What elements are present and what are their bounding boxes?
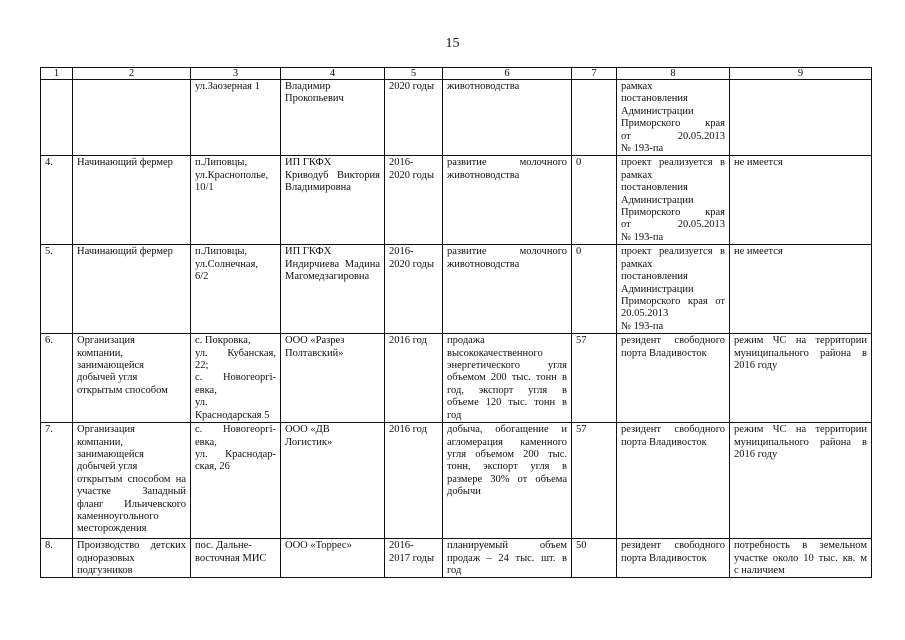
project-description-line: добыча, обогащение и: [447, 424, 567, 436]
project-address-line: ул.Заозерная 1: [195, 81, 260, 92]
project-address-line: евка,: [195, 436, 217, 448]
project-initiator-line: Полтавский»: [285, 347, 344, 359]
project-status-line: постановления: [621, 271, 688, 283]
project-name-line: открытым способом: [77, 384, 168, 396]
row-number-cell: [41, 245, 73, 334]
project-status-line: № 193-па: [621, 143, 664, 155]
row-number: 6.: [45, 335, 53, 347]
project-status-line: порта Владивосток: [621, 347, 707, 359]
project-description-cell: [443, 334, 572, 423]
row-number-cell: [41, 80, 73, 156]
row-number: 8.: [45, 540, 53, 552]
project-description-line: тонн, экспорт угля в: [447, 461, 567, 473]
project-name-line: Организация: [77, 335, 135, 347]
table-row: [41, 245, 872, 334]
project-address-cell: [191, 423, 281, 539]
project-status-line: резидент свободного: [621, 540, 725, 552]
project-needs-cell: [730, 245, 872, 334]
project-initiator-line: Индирчиева Мадина: [285, 258, 380, 270]
project-name-line: компании,: [77, 436, 124, 448]
project-name-line: добычей угля: [77, 372, 138, 384]
row-number-cell: [41, 539, 73, 578]
jobs-count-cell: [572, 423, 617, 539]
project-description-cell: [443, 245, 572, 334]
project-initiator-cell: [281, 80, 385, 156]
project-description-line: развитие молочного: [447, 246, 567, 258]
project-status-line: № 193-па: [621, 231, 664, 243]
project-initiator-cell: [281, 334, 385, 423]
project-description-line: год: [447, 409, 462, 421]
project-name-line: фланг Ильичевского: [77, 498, 186, 510]
project-address-cell: [191, 334, 281, 423]
project-name-line: Начинающий фермер: [77, 246, 173, 258]
project-period-line: 2020 годы: [389, 258, 435, 270]
jobs-count: 57: [576, 424, 587, 436]
project-address-line: с. Новогеоргі-: [195, 424, 276, 436]
project-needs-line: муниципального района в: [734, 347, 867, 359]
project-status-line: постановления: [621, 93, 688, 105]
project-name-line: подгузников: [77, 564, 133, 576]
project-initiator-line: ООО «ДВ: [285, 424, 330, 436]
project-initiator-line: Владимир: [285, 81, 331, 92]
project-name-cell: [73, 423, 191, 539]
project-status-line: порта Владивосток: [621, 552, 707, 564]
project-needs-line: не имеется: [734, 246, 783, 258]
project-description-line: размере 30% от объема: [447, 473, 567, 485]
project-address-line: ул.Солнечная,: [195, 258, 259, 270]
project-description-line: год, экспорт угля в: [447, 384, 567, 396]
project-initiator-line: Владимировна: [285, 182, 351, 194]
project-description-line: развитие молочного: [447, 157, 567, 169]
project-description-line: планируемый объем: [447, 540, 567, 552]
table-row: [41, 539, 872, 578]
project-status-line: Приморского края от: [621, 295, 725, 307]
project-description-line: продаж – 24 тыс. шт. в: [447, 552, 567, 564]
project-initiator-cell: [281, 245, 385, 334]
jobs-count-cell: [572, 156, 617, 245]
project-description-line: объеме 120 тыс. тонн в: [447, 397, 567, 409]
project-status-line: рамках: [621, 169, 653, 181]
project-address-line: 6/2: [195, 271, 209, 283]
project-address-line: пос. Дальне-: [195, 540, 252, 552]
column-number-row: [41, 68, 872, 80]
project-description-cell: [443, 423, 572, 539]
project-description-line: продажа: [447, 335, 485, 347]
project-status-cell: [617, 539, 730, 578]
project-status-line: постановления: [621, 182, 688, 194]
project-period-cell: [385, 245, 443, 334]
projects-table: [40, 67, 872, 578]
project-needs-line: режим ЧС на территории: [734, 424, 867, 436]
project-period-cell: [385, 334, 443, 423]
table-row: [41, 334, 872, 423]
project-status-cell: [617, 245, 730, 334]
project-name-line: занимающейся: [77, 359, 144, 371]
project-initiator-cell: [281, 423, 385, 539]
project-status-line: Администрации: [621, 283, 694, 295]
project-needs-cell: [730, 539, 872, 578]
column-number: 6: [443, 68, 572, 80]
project-initiator-line: ИП ГКФХ: [285, 157, 332, 169]
project-initiator-cell: [281, 156, 385, 245]
table-row: [41, 423, 872, 539]
project-needs-cell: [730, 423, 872, 539]
project-status-line: резидент свободного: [621, 335, 725, 347]
project-address-line: ская, 26: [195, 461, 230, 473]
row-number-cell: [41, 423, 73, 539]
project-initiator-line: ИП ГКФХ: [285, 246, 332, 258]
project-status-line: от 20.05.2013: [621, 219, 725, 231]
jobs-count: 50: [576, 540, 587, 552]
project-needs-line: 2016 году: [734, 448, 778, 460]
project-description-cell: [443, 539, 572, 578]
column-number: 2: [73, 68, 191, 80]
jobs-count: 57: [576, 335, 587, 347]
column-number: 7: [572, 68, 617, 80]
project-address-line: п.Липовцы,: [195, 246, 248, 258]
project-address-cell: [191, 539, 281, 578]
project-period-cell: [385, 156, 443, 245]
column-number: 8: [617, 68, 730, 80]
project-status-cell: [617, 334, 730, 423]
project-status-line: рамках: [621, 258, 653, 270]
project-name-line: месторождения: [77, 523, 147, 535]
jobs-count-cell: [572, 539, 617, 578]
project-name-line: занимающейся: [77, 448, 144, 460]
project-status-cell: [617, 423, 730, 539]
project-initiator-line: ООО «Разрез: [285, 335, 345, 347]
project-address-cell: [191, 245, 281, 334]
column-number: 5: [385, 68, 443, 80]
project-period-line: 2020 годы: [389, 81, 435, 92]
project-description-line: год: [447, 564, 462, 576]
project-name-cell: [73, 156, 191, 245]
project-name-line: компании,: [77, 347, 124, 359]
project-name-line: открытым способом на: [77, 473, 186, 485]
project-name-cell: [73, 334, 191, 423]
project-period-line: 2016 год: [389, 335, 427, 347]
project-needs-line: режим ЧС на территории: [734, 335, 867, 347]
project-address-line: ул. Краснодар-: [195, 448, 276, 460]
project-description-line: высококачественного: [447, 347, 543, 359]
row-number-cell: [41, 156, 73, 245]
project-description-cell: [443, 80, 572, 156]
project-status-line: Администрации: [621, 194, 694, 206]
row-number: 4.: [45, 157, 53, 169]
project-status-line: рамках: [621, 81, 653, 92]
project-needs-cell: [730, 80, 872, 156]
project-initiator-line: Логистик»: [285, 436, 333, 448]
project-address-line: ул.: [195, 397, 208, 409]
project-address-cell: [191, 80, 281, 156]
project-description-line: животноводства: [447, 169, 520, 181]
project-status-line: Приморского края: [621, 207, 725, 219]
project-status-line: от 20.05.2013: [621, 130, 725, 142]
column-number: 9: [730, 68, 872, 80]
project-needs-line: потребность в земельном: [734, 540, 867, 552]
project-address-line: 22;: [195, 359, 209, 371]
jobs-count: 0: [576, 246, 582, 258]
project-status-line: проект реализуется в: [621, 157, 725, 169]
project-address-cell: [191, 156, 281, 245]
project-period-cell: [385, 80, 443, 156]
project-address-line: восточная МИС: [195, 552, 267, 564]
project-initiator-cell: [281, 539, 385, 578]
project-name-line: каменноугольного: [77, 510, 159, 522]
jobs-count-cell: [572, 80, 617, 156]
row-number: 7.: [45, 424, 53, 436]
project-status-cell: [617, 156, 730, 245]
project-initiator-line: Прокопьевич: [285, 93, 344, 105]
project-initiator-line: ООО «Торрес»: [285, 540, 352, 552]
project-status-cell: [617, 80, 730, 156]
project-status-line: № 193-па: [621, 320, 664, 332]
project-description-line: угля объемом 200 тыс.: [447, 448, 567, 460]
project-name-line: Начинающий фермер: [77, 157, 173, 169]
column-number: 4: [281, 68, 385, 80]
project-address-line: ул.Краснополье,: [195, 169, 269, 181]
project-status-line: порта Владивосток: [621, 436, 707, 448]
row-number: 5.: [45, 246, 53, 258]
project-name-line: добычей угля: [77, 461, 138, 473]
project-description-line: объемом 200 тыс. тонн в: [447, 372, 567, 384]
project-needs-cell: [730, 334, 872, 423]
project-status-line: Приморского края: [621, 118, 725, 130]
project-name-cell: [73, 245, 191, 334]
project-address-line: с. Новогеоргі-: [195, 372, 276, 384]
project-description-line: энергетического угля: [447, 359, 567, 371]
project-address-line: 10/1: [195, 182, 214, 194]
project-description-line: добычи: [447, 486, 481, 498]
project-name-cell: [73, 80, 191, 156]
project-needs-line: участке около 10 тыс. кв. м: [734, 552, 867, 564]
project-period-cell: [385, 539, 443, 578]
project-name-line: Производство детских: [77, 540, 186, 552]
project-name-cell: [73, 539, 191, 578]
project-period-line: 2017 годы: [389, 552, 435, 564]
table-row: [41, 80, 872, 156]
project-address-line: евка,: [195, 384, 217, 396]
project-initiator-line: Криводуб Виктория: [285, 169, 380, 181]
project-description-line: животноводства: [447, 81, 520, 92]
project-initiator-line: Магомедзагировна: [285, 271, 370, 283]
project-needs-line: с наличием: [734, 564, 785, 576]
project-status-line: 20.05.2013: [621, 308, 669, 320]
project-description-cell: [443, 156, 572, 245]
table-row: [41, 156, 872, 245]
project-status-line: Администрации: [621, 105, 694, 117]
project-period-line: 2016-: [389, 246, 414, 258]
project-period-line: 2016-: [389, 540, 414, 552]
column-number: 3: [191, 68, 281, 80]
column-number: 1: [41, 68, 73, 80]
jobs-count-cell: [572, 245, 617, 334]
project-status-line: резидент свободного: [621, 424, 725, 436]
project-period-cell: [385, 423, 443, 539]
project-description-line: животноводства: [447, 258, 520, 270]
project-address-line: ул. Кубанская,: [195, 347, 276, 359]
project-name-line: Организация: [77, 424, 135, 436]
project-description-line: агломерация каменного: [447, 436, 567, 448]
page-number: 15: [445, 36, 460, 51]
project-name-line: участке Западный: [77, 486, 186, 498]
project-address-line: п.Липовцы,: [195, 157, 248, 169]
project-period-line: 2016 год: [389, 424, 427, 436]
jobs-count-cell: [572, 334, 617, 423]
project-period-line: 2020 годы: [389, 169, 435, 181]
project-status-line: проект реализуется в: [621, 246, 725, 258]
project-needs-line: не имеется: [734, 157, 783, 169]
project-needs-line: муниципального района в: [734, 436, 867, 448]
project-name-line: одноразовых: [77, 552, 135, 564]
project-needs-cell: [730, 156, 872, 245]
project-address-line: с. Покровка,: [195, 335, 251, 347]
project-period-line: 2016-: [389, 157, 414, 169]
row-number-cell: [41, 334, 73, 423]
jobs-count: 0: [576, 157, 582, 169]
project-address-line: Краснодарская 5: [195, 409, 270, 421]
project-needs-line: 2016 году: [734, 359, 778, 371]
